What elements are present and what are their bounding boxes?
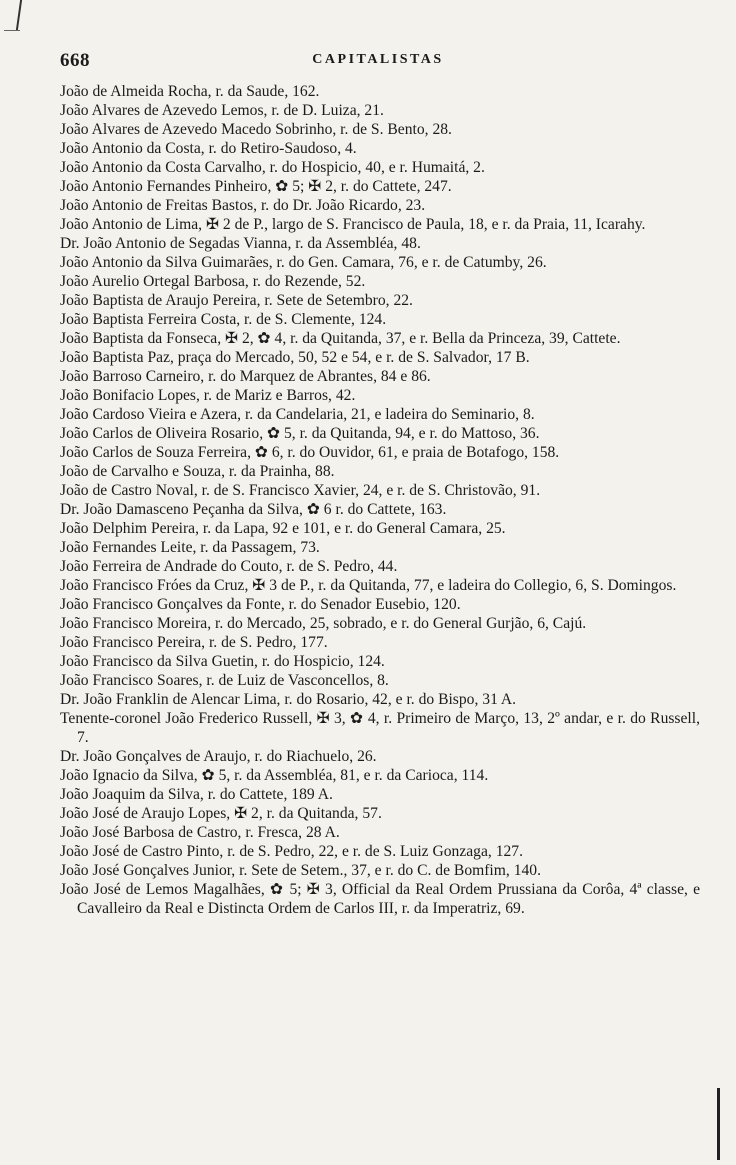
- directory-entry: João Ignacio da Silva, ✿ 5, r. da Assembléa, 81, e r. da Carioca, 114.: [60, 767, 489, 784]
- directory-entry: João Antonio da Costa, r. do Retiro-Saudoso, 4.: [60, 140, 357, 157]
- directory-entry: João Cardoso Vieira e Azera, r. da Candelaria, 21, e ladeira do Seminario, 8.: [60, 406, 535, 423]
- directory-entry: Dr. João Damasceno Peçanha da Silva, ✿ 6 r. do Cattete, 163.: [60, 501, 447, 518]
- directory-entry: Dr. João Franklin de Alencar Lima, r. do Rosario, 42, e r. do Bispo, 31 A.: [60, 691, 517, 708]
- directory-entry: João Antonio da Silva Guimarães, r. do Gen. Camara, 76, e r. de Catumby, 26.: [60, 254, 547, 271]
- directory-entries: [60, 82, 700, 918]
- directory-entry: João Baptista Ferreira Costa, r. de S. Clemente, 124.: [60, 311, 387, 328]
- directory-entry: João José de Araujo Lopes, ✠ 2, r. da Quitanda, 57.: [60, 805, 382, 822]
- directory-entry: João de Carvalho e Souza, r. da Prainha, 88.: [60, 463, 335, 480]
- directory-entry: João Baptista da Fonseca, ✠ 2, ✿ 4, r. da Quitanda, 37, e r. Bella da Princeza, 39, Cattete.: [60, 330, 621, 347]
- page-number: 668: [60, 50, 90, 71]
- directory-entry: João de Castro Noval, r. de S. Francisco Xavier, 24, e r. de S. Christovão, 91.: [60, 482, 541, 499]
- directory-entry: João Francisco Moreira, r. do Mercado, 25, sobrado, e r. do General Gurjão, 6, Cajú.: [60, 615, 587, 632]
- directory-entry: João José Barbosa de Castro, r. Fresca, 28 A.: [60, 824, 340, 841]
- directory-entry: João Bonifacio Lopes, r. de Mariz e Barros, 42.: [60, 387, 356, 404]
- directory-entry: João Francisco Gonçalves da Fonte, r. do Senador Eusebio, 120.: [60, 596, 461, 613]
- directory-entry: João Antonio da Costa Carvalho, r. do Hospicio, 40, e r. Humaitá, 2.: [60, 159, 485, 176]
- margin-ink-mark: [717, 1088, 720, 1160]
- margin-pencil-mark: [16, 0, 22, 30]
- directory-entry: João Antonio de Lima, ✠ 2 de P., largo de S. Francisco de Paula, 18, e r. da Praia, 11, Icarahy.: [60, 216, 646, 233]
- directory-entry: João Francisco Pereira, r. de S. Pedro, 177.: [60, 634, 328, 651]
- directory-entry: João Antonio de Freitas Bastos, r. do Dr. João Ricardo, 23.: [60, 197, 426, 214]
- directory-entry: João Alvares de Azevedo Lemos, r. de D. Luiza, 21.: [60, 102, 384, 119]
- directory-entry: Dr. João Antonio de Segadas Vianna, r. da Assembléa, 48.: [60, 235, 421, 252]
- directory-entry: Dr. João Gonçalves de Araujo, r. do Riachuelo, 26.: [60, 748, 377, 765]
- page-header: [60, 50, 696, 72]
- directory-entry: João Baptista de Araujo Pereira, r. Sete de Setembro, 22.: [60, 292, 413, 309]
- directory-entry: João Barroso Carneiro, r. do Marquez de Abrantes, 84 e 86.: [60, 368, 431, 385]
- directory-entry: João Baptista Paz, praça do Mercado, 50, 52 e 54, e r. de S. Salvador, 17 B.: [60, 349, 530, 366]
- margin-pencil-mark-base: [4, 30, 20, 31]
- directory-entry: João Francisco Fróes da Cruz, ✠ 3 de P., r. da Quitanda, 77, e ladeira do Collegio, 6, S. Domingos.: [60, 577, 677, 594]
- directory-entry: João Delphim Pereira, r. da Lapa, 92 e 101, e r. do General Camara, 25.: [60, 520, 506, 537]
- directory-entry: João Francisco Soares, r. de Luiz de Vasconcellos, 8.: [60, 672, 389, 689]
- directory-entry: João Antonio Fernandes Pinheiro, ✿ 5; ✠ 2, r. do Cattete, 247.: [60, 178, 452, 195]
- directory-entry: João Carlos de Souza Ferreira, ✿ 6, r. do Ouvidor, 61, e praia de Botafogo, 158.: [60, 444, 560, 461]
- directory-entry: Tenente-coronel João Frederico Russell, ✠ 3, ✿ 4, r. Primeiro de Março, 13, 2º andar, e r. do Russell, 7.: [60, 710, 700, 746]
- directory-entry: João José Gonçalves Junior, r. Sete de Setem., 37, e r. do C. de Bomfim, 140.: [60, 862, 541, 879]
- directory-entry: João José de Lemos Magalhães, ✿ 5; ✠ 3, Official da Real Ordem Prussiana da Corôa, 4ª classe, e Cavalleiro da Real e Distincta Ordem de Carlos III, r. da Imperatriz, 69.: [60, 881, 700, 917]
- directory-entry: João de Almeida Rocha, r. da Saude, 162.: [60, 83, 320, 100]
- directory-entry: João Fernandes Leite, r. da Passagem, 73.: [60, 539, 320, 556]
- directory-entry: João Joaquim da Silva, r. do Cattete, 189 A.: [60, 786, 333, 803]
- directory-entry: João Alvares de Azevedo Macedo Sobrinho, r. de S. Bento, 28.: [60, 121, 452, 138]
- directory-entry: João José de Castro Pinto, r. de S. Pedro, 22, e r. de S. Luiz Gonzaga, 127.: [60, 843, 523, 860]
- directory-entry: João Carlos de Oliveira Rosario, ✿ 5, r. da Quitanda, 94, e r. do Mattoso, 36.: [60, 425, 540, 442]
- directory-entry: João Aurelio Ortegal Barbosa, r. do Rezende, 52.: [60, 273, 366, 290]
- directory-entry: João Ferreira de Andrade do Couto, r. de S. Pedro, 44.: [60, 558, 398, 575]
- running-title: CAPITALISTAS: [312, 52, 444, 67]
- directory-entry: João Francisco da Silva Guetin, r. do Hospicio, 124.: [60, 653, 385, 670]
